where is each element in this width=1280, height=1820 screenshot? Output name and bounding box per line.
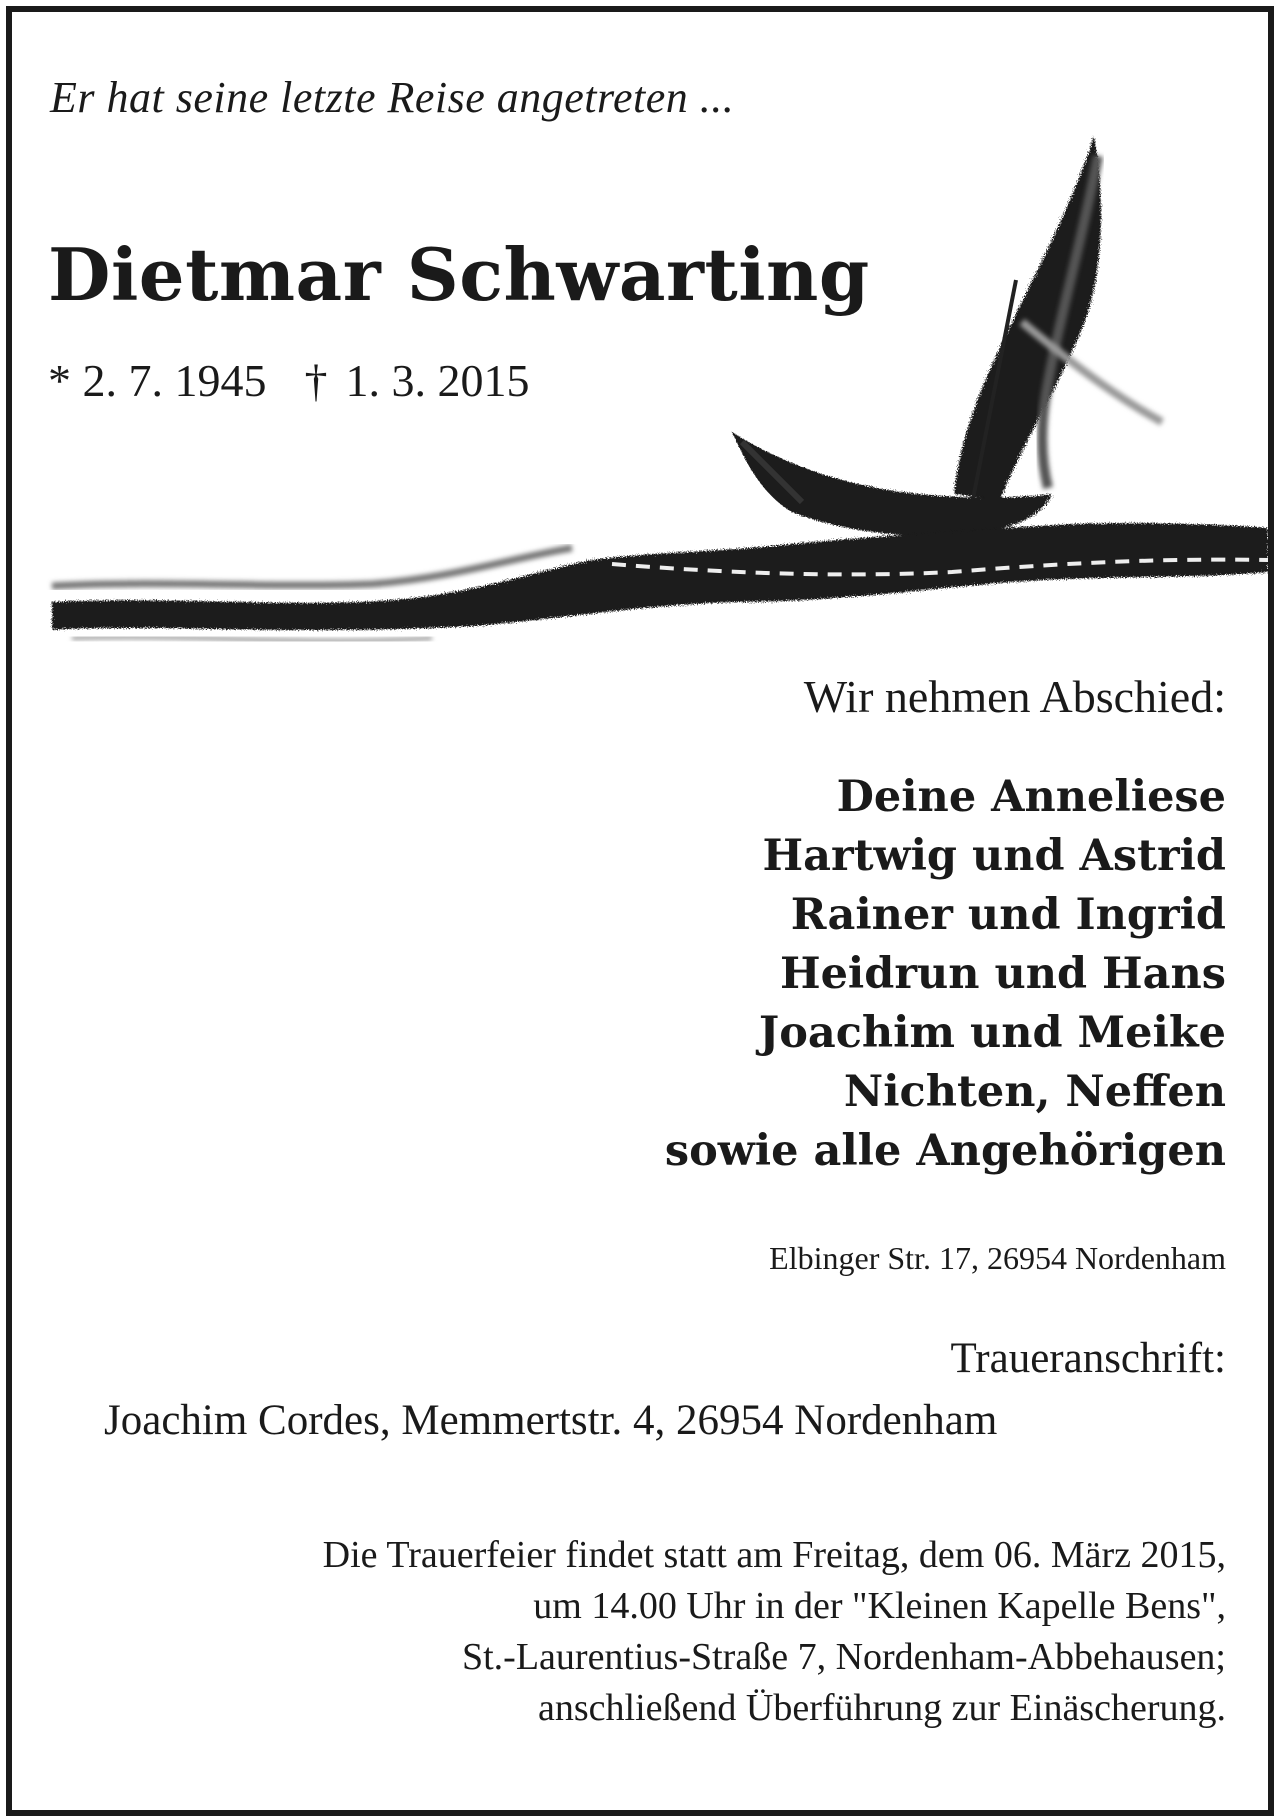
- birth-date: * 2. 7. 1945: [48, 355, 267, 406]
- death-date: 1. 3. 2015: [345, 355, 530, 406]
- deceased-name: Dietmar Schwarting: [48, 232, 870, 317]
- mourner-line: Joachim und Meike: [758, 1008, 1226, 1058]
- family-address: Elbinger Str. 17, 26954 Nordenham: [769, 1240, 1226, 1276]
- mourner-line: Deine Anneliese: [836, 772, 1226, 822]
- service-line: St.-Laurentius-Straße 7, Nordenham-Abbehausen;: [461, 1636, 1226, 1678]
- mourner-line: sowie alle Angehörigen: [664, 1126, 1226, 1176]
- obituary-notice: [6, 6, 1274, 1816]
- mourner-line: Rainer und Ingrid: [790, 890, 1226, 940]
- life-dates: [48, 354, 530, 407]
- service-line: um 14.00 Uhr in der "Kleinen Kapelle Bens",: [533, 1585, 1226, 1627]
- condolence-address: Joachim Cordes, Memmertstr. 4, 26954 Nordenham: [104, 1397, 998, 1444]
- funeral-service-info: [323, 1530, 1226, 1734]
- mourners-list: [665, 768, 1226, 1181]
- mourner-line: Nichten, Neffen: [843, 1067, 1226, 1117]
- mourner-line: Hartwig und Astrid: [762, 831, 1226, 881]
- farewell-heading: Wir nehmen Abschied:: [803, 671, 1226, 722]
- mourner-line: Heidrun und Hans: [779, 949, 1226, 999]
- service-line: anschließend Überführung zur Einäscherung.: [538, 1687, 1226, 1729]
- sailboat-illustration: [12, 132, 1268, 692]
- cross-icon: †: [304, 355, 328, 406]
- motto-text: Er hat seine letzte Reise angetreten ...: [50, 73, 735, 122]
- service-line: Die Trauerfeier findet statt am Freitag, dem 06. März 2015,: [322, 1534, 1226, 1576]
- condolence-label: Traueranschrift:: [950, 1335, 1226, 1382]
